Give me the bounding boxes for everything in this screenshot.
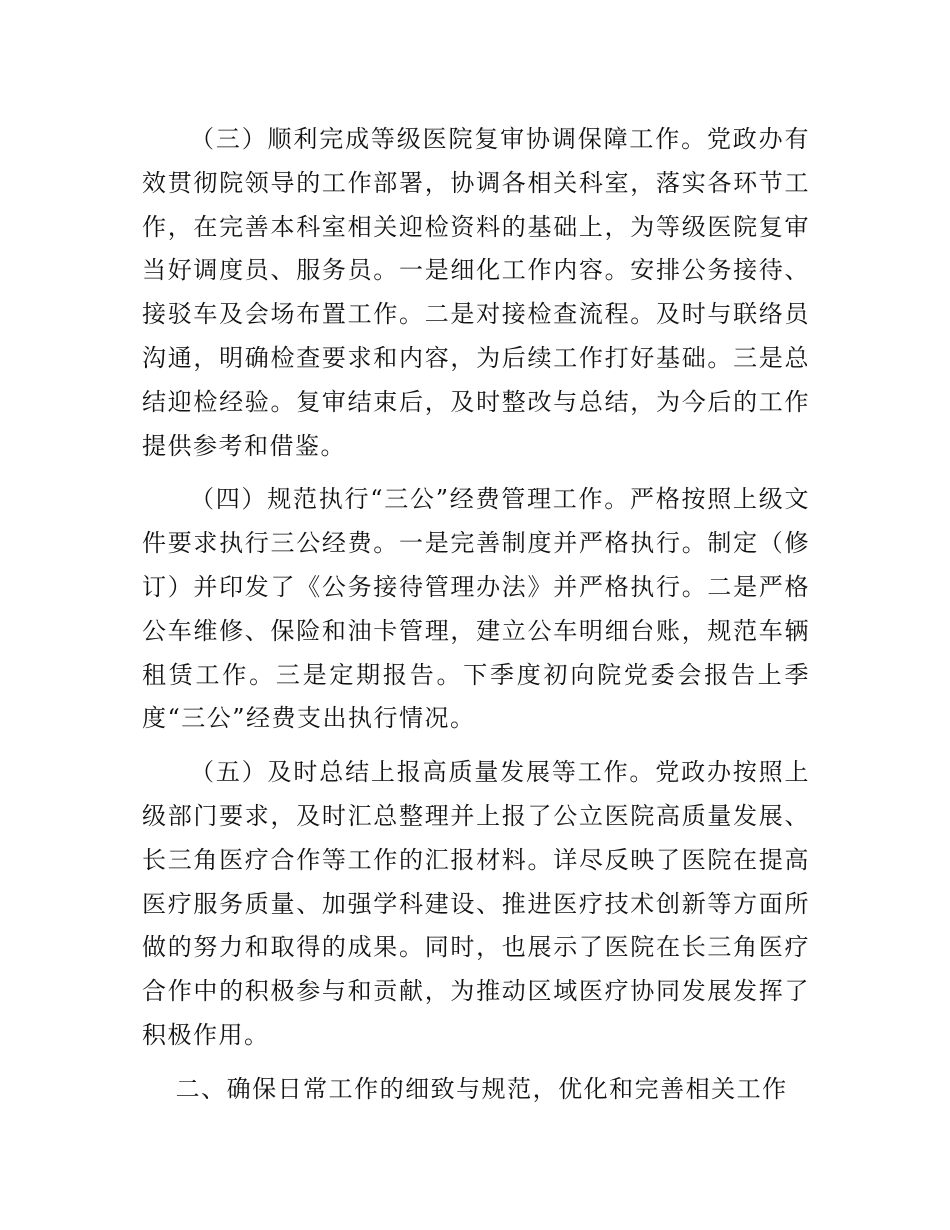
- document-body: [142, 118, 810, 1112]
- paragraph-section-5: （五）及时总结上报高质量发展等工作。党政办按照上级部门要求，及时汇总整理并上报了公立医院高质量发展、长三角医疗合作等工作的汇报材料。详尽反映了医院在提高医疗服务质量、加强学科建设、推进医疗技术创新等方面所做的努力和取得的成果。同时，也展示了医院在长三角医疗合作中的积极参与和贡献，为推动区域医疗协同发展发挥了积极作用。: [142, 758, 810, 1049]
- paragraph-section-4: （四）规范执行“三公”经费管理工作。严格按照上级文件要求执行三公经费。一是完善制度并严格执行。制定（修订）并印发了《公务接待管理办法》并严格执行。二是严格公车维修、保险和油卡管理，建立公车明细台账，规范车辆租赁工作。三是定期报告。下季度初向院党委会报告上季度“三公”经费支出执行情况。: [142, 485, 810, 733]
- paragraph-section-3: （三）顺利完成等级医院复审协调保障工作。党政办有效贯彻院领导的工作部署，协调各相关科室，落实各环节工作，在完善本科室相关迎检资料的基础上，为等级医院复审当好调度员、服务员。一是细化工作内容。安排公务接待、接驳车及会场布置工作。二是对接检查流程。及时与联络员沟通，明确检查要求和内容，为后续工作打好基础。三是总结迎检经验。复审结束后，及时整改与总结，为今后的工作提供参考和借鉴。: [142, 125, 810, 460]
- section-heading-2: 二、确保日常工作的细致与规范，优化和完善相关工作: [175, 1074, 788, 1103]
